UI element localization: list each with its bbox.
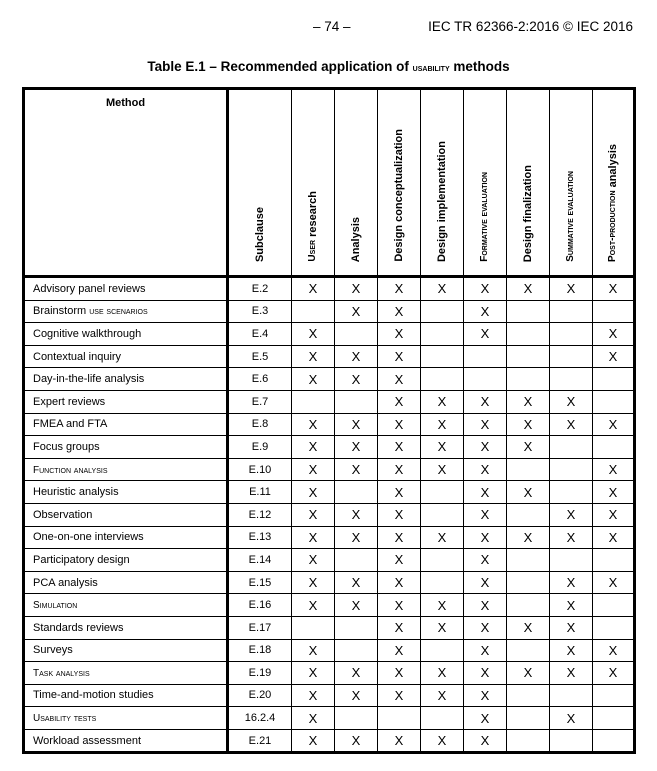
empty-cell — [593, 594, 635, 617]
column-header-phase — [335, 89, 378, 277]
applicable-mark-cell: X — [550, 707, 593, 730]
method-cell — [24, 323, 228, 346]
table-row — [24, 571, 635, 594]
text-segment: Design conceptualization — [393, 129, 405, 262]
applicable-mark-cell: X — [507, 481, 550, 504]
applicable-mark-cell: X — [292, 707, 335, 730]
subclause-cell: E.16 — [228, 594, 292, 617]
applicable-mark-cell: X — [593, 571, 635, 594]
applicable-mark-cell: X — [335, 684, 378, 707]
table-row — [24, 436, 635, 459]
applicable-mark-cell: X — [421, 729, 464, 753]
applicable-mark-cell: X — [507, 277, 550, 301]
text-segment: PCA analysis — [33, 576, 98, 589]
applicable-mark-cell: X — [421, 436, 464, 459]
applicable-mark-cell: X — [464, 594, 507, 617]
applicable-mark-cell: X — [464, 458, 507, 481]
applicable-mark-cell: X — [378, 684, 421, 707]
subclause-cell: E.2 — [228, 277, 292, 301]
subclause-cell: E.14 — [228, 549, 292, 572]
applicable-mark-cell: X — [292, 684, 335, 707]
applicable-mark-cell: X — [507, 390, 550, 413]
empty-cell — [507, 345, 550, 368]
table-row — [24, 345, 635, 368]
column-header-subclause — [228, 89, 292, 277]
method-cell — [24, 390, 228, 413]
column-header-phase — [378, 89, 421, 277]
table-body — [24, 277, 635, 753]
subclause-cell: E.17 — [228, 616, 292, 639]
empty-cell — [550, 684, 593, 707]
text-segment: Surveys — [33, 644, 73, 657]
empty-cell — [421, 368, 464, 391]
applicable-mark-cell: X — [464, 662, 507, 685]
empty-cell — [335, 639, 378, 662]
method-cell — [24, 368, 228, 391]
empty-cell — [292, 390, 335, 413]
empty-cell — [550, 300, 593, 323]
applicable-mark-cell: X — [550, 277, 593, 301]
empty-cell — [593, 300, 635, 323]
applicable-mark-cell: X — [507, 413, 550, 436]
text-segment: Participatory design — [33, 553, 130, 566]
text-segment: Focus groups — [33, 440, 100, 453]
applicable-mark-cell: X — [464, 503, 507, 526]
table-row — [24, 662, 635, 685]
applicable-mark-cell: X — [292, 481, 335, 504]
applicable-mark-cell: X — [464, 300, 507, 323]
applicable-mark-cell: X — [593, 526, 635, 549]
subclause-cell: E.10 — [228, 458, 292, 481]
table-row — [24, 707, 635, 730]
applicable-mark-cell: X — [335, 594, 378, 617]
text-segment: Time-and-motion studies — [33, 689, 154, 702]
empty-cell — [593, 549, 635, 572]
applicable-mark-cell: X — [292, 571, 335, 594]
column-header-phase — [464, 89, 507, 277]
applicable-mark-cell: X — [378, 503, 421, 526]
subclause-cell: E.5 — [228, 345, 292, 368]
text-segment: Function analysis — [33, 464, 108, 476]
text-segment: Contextual inquiry — [33, 350, 122, 363]
empty-cell — [421, 707, 464, 730]
applicable-mark-cell: X — [292, 368, 335, 391]
applicable-mark-cell: X — [464, 684, 507, 707]
method-cell — [24, 616, 228, 639]
applicable-mark-cell: X — [421, 413, 464, 436]
empty-cell — [421, 481, 464, 504]
applicable-mark-cell: X — [593, 503, 635, 526]
table-row — [24, 549, 635, 572]
column-header-label — [607, 128, 619, 272]
subclause-cell: E.19 — [228, 662, 292, 685]
column-header-phase — [550, 89, 593, 277]
subclause-cell: E.12 — [228, 503, 292, 526]
applicable-mark-cell: X — [464, 436, 507, 459]
applicable-mark-cell: X — [421, 277, 464, 301]
empty-cell — [421, 300, 464, 323]
applicable-mark-cell: X — [378, 458, 421, 481]
applicable-mark-cell: X — [464, 549, 507, 572]
applicable-mark-cell: X — [550, 571, 593, 594]
applicable-mark-cell: X — [507, 616, 550, 639]
text-segment: Simulation — [33, 600, 78, 612]
empty-cell — [593, 616, 635, 639]
applicable-mark-cell: X — [292, 413, 335, 436]
text-segment: Brainstorm — [33, 305, 90, 318]
text-segment: analysis — [607, 144, 619, 191]
table-row — [24, 413, 635, 436]
applicable-mark-cell: X — [550, 639, 593, 662]
subclause-cell: E.21 — [228, 729, 292, 753]
applicable-mark-cell: X — [292, 729, 335, 753]
applicable-mark-cell: X — [335, 413, 378, 436]
applicable-mark-cell: X — [378, 390, 421, 413]
empty-cell — [507, 594, 550, 617]
applicable-mark-cell: X — [550, 616, 593, 639]
applicable-mark-cell: X — [378, 323, 421, 346]
applicable-mark-cell: X — [421, 526, 464, 549]
empty-cell — [593, 390, 635, 413]
empty-cell — [335, 481, 378, 504]
empty-cell — [593, 368, 635, 391]
empty-cell — [550, 323, 593, 346]
applicable-mark-cell: X — [335, 729, 378, 753]
table-row — [24, 503, 635, 526]
column-header-label — [307, 175, 319, 272]
applicable-mark-cell: X — [550, 526, 593, 549]
applicable-mark-cell: X — [464, 707, 507, 730]
column-header-label — [522, 149, 534, 272]
empty-cell — [335, 549, 378, 572]
table-row — [24, 594, 635, 617]
applicable-mark-cell: X — [464, 616, 507, 639]
text-segment: Task analysis — [33, 667, 90, 679]
column-header-label — [479, 156, 491, 272]
text-segment: usability — [412, 63, 450, 74]
applicable-mark-cell: X — [464, 277, 507, 301]
text-segment: Usability tests — [33, 713, 97, 725]
method-cell — [24, 662, 228, 685]
applicable-mark-cell: X — [378, 300, 421, 323]
empty-cell — [550, 458, 593, 481]
empty-cell — [550, 729, 593, 753]
table-row — [24, 616, 635, 639]
applicable-mark-cell: X — [378, 662, 421, 685]
applicable-mark-cell: X — [464, 481, 507, 504]
applicable-mark-cell: X — [507, 436, 550, 459]
applicable-mark-cell: X — [378, 549, 421, 572]
applicable-mark-cell: X — [378, 345, 421, 368]
empty-cell — [507, 571, 550, 594]
empty-cell — [292, 616, 335, 639]
applicable-mark-cell: X — [593, 345, 635, 368]
empty-cell — [507, 707, 550, 730]
empty-cell — [507, 458, 550, 481]
applicable-mark-cell: X — [378, 616, 421, 639]
table-row — [24, 323, 635, 346]
method-cell — [24, 594, 228, 617]
text-segment: Design implementation — [436, 140, 448, 262]
column-header-label — [436, 125, 448, 272]
empty-cell — [507, 549, 550, 572]
text-segment: Summative evaluation — [565, 171, 576, 262]
empty-cell — [335, 707, 378, 730]
column-header-phase — [292, 89, 335, 277]
applicable-mark-cell: X — [335, 277, 378, 301]
applicable-mark-cell: X — [335, 503, 378, 526]
table-row — [24, 481, 635, 504]
empty-cell — [421, 549, 464, 572]
text-segment: Post-production — [607, 190, 618, 262]
column-header-phase — [421, 89, 464, 277]
empty-cell — [335, 323, 378, 346]
text-segment: Advisory panel reviews — [33, 282, 146, 295]
empty-cell — [507, 368, 550, 391]
text-segment: Observation — [33, 508, 93, 521]
applicable-mark-cell: X — [550, 662, 593, 685]
applicable-mark-cell: X — [421, 616, 464, 639]
text-segment: Standards reviews — [33, 621, 124, 634]
table-row — [24, 458, 635, 481]
empty-cell — [507, 729, 550, 753]
applicable-mark-cell: X — [421, 594, 464, 617]
page-number: – 74 – — [313, 19, 351, 34]
empty-cell — [550, 436, 593, 459]
applicable-mark-cell: X — [593, 481, 635, 504]
applicable-mark-cell: X — [292, 526, 335, 549]
table-row — [24, 526, 635, 549]
table-row — [24, 684, 635, 707]
subclause-cell: 16.2.4 — [228, 707, 292, 730]
method-cell — [24, 345, 228, 368]
applicable-mark-cell: X — [335, 571, 378, 594]
method-cell — [24, 684, 228, 707]
applicable-mark-cell: X — [464, 323, 507, 346]
empty-cell — [378, 707, 421, 730]
empty-cell — [421, 639, 464, 662]
applicable-mark-cell: X — [335, 526, 378, 549]
text-segment: One-on-one interviews — [33, 531, 144, 544]
empty-cell — [550, 481, 593, 504]
empty-cell — [292, 300, 335, 323]
empty-cell — [593, 436, 635, 459]
empty-cell — [421, 503, 464, 526]
subclause-cell: E.13 — [228, 526, 292, 549]
applicable-mark-cell: X — [335, 436, 378, 459]
applicable-mark-cell: X — [292, 323, 335, 346]
applicable-mark-cell: X — [421, 390, 464, 413]
applicable-mark-cell: X — [335, 345, 378, 368]
applicable-mark-cell: X — [593, 323, 635, 346]
applicable-mark-cell: X — [378, 277, 421, 301]
column-header-phase — [593, 89, 635, 277]
applicable-mark-cell: X — [593, 639, 635, 662]
applicable-mark-cell: X — [378, 368, 421, 391]
method-cell — [24, 571, 228, 594]
empty-cell — [507, 639, 550, 662]
empty-cell — [550, 549, 593, 572]
empty-cell — [593, 684, 635, 707]
method-cell — [24, 639, 228, 662]
document-id: IEC TR 62366-2:2016 © IEC 2016 — [428, 19, 633, 34]
empty-cell — [507, 684, 550, 707]
method-cell — [24, 707, 228, 730]
empty-cell — [421, 345, 464, 368]
text-segment: research — [307, 191, 319, 241]
column-header-label — [565, 155, 577, 272]
applicable-mark-cell: X — [292, 503, 335, 526]
method-cell — [24, 300, 228, 323]
applicable-mark-cell: X — [378, 526, 421, 549]
subclause-cell: E.4 — [228, 323, 292, 346]
applicable-mark-cell: X — [421, 662, 464, 685]
applicable-mark-cell: X — [378, 639, 421, 662]
empty-cell — [550, 345, 593, 368]
applicable-mark-cell: X — [378, 729, 421, 753]
applicable-mark-cell: X — [292, 345, 335, 368]
text-segment: Expert reviews — [33, 395, 106, 408]
empty-cell — [464, 345, 507, 368]
subclause-cell: E.11 — [228, 481, 292, 504]
text-segment: Table E.1 – Recommended application of — [147, 59, 413, 74]
subclause-cell: E.7 — [228, 390, 292, 413]
subclause-cell: E.18 — [228, 639, 292, 662]
applicable-mark-cell: X — [292, 662, 335, 685]
text-segment: Design finalization — [522, 164, 534, 262]
table-row — [24, 300, 635, 323]
applicable-mark-cell: X — [292, 436, 335, 459]
method-cell — [24, 277, 228, 301]
empty-cell — [593, 707, 635, 730]
applicable-mark-cell: X — [335, 300, 378, 323]
applicable-mark-cell: X — [335, 458, 378, 481]
applicable-mark-cell: X — [292, 277, 335, 301]
table-row — [24, 368, 635, 391]
subclause-cell: E.8 — [228, 413, 292, 436]
table-row — [24, 390, 635, 413]
applicable-mark-cell: X — [593, 662, 635, 685]
text-segment: Workload assessment — [33, 734, 142, 747]
table-title — [0, 59, 657, 74]
applicable-mark-cell: X — [550, 390, 593, 413]
method-cell — [24, 436, 228, 459]
subclause-cell: E.6 — [228, 368, 292, 391]
applicable-mark-cell: X — [421, 684, 464, 707]
subclause-cell: E.9 — [228, 436, 292, 459]
text-segment: FMEA and FTA — [33, 418, 108, 431]
column-header-phase — [507, 89, 550, 277]
applicable-mark-cell: X — [378, 413, 421, 436]
applicable-mark-cell: X — [550, 503, 593, 526]
header-row — [24, 89, 635, 277]
empty-cell — [507, 300, 550, 323]
subclause-cell: E.3 — [228, 300, 292, 323]
applicable-mark-cell: X — [292, 549, 335, 572]
method-cell — [24, 458, 228, 481]
empty-cell — [421, 323, 464, 346]
applicable-mark-cell: X — [550, 413, 593, 436]
applicable-mark-cell: X — [378, 481, 421, 504]
text-segment: Day-in-the-life analysis — [33, 373, 145, 386]
table-row — [24, 729, 635, 753]
empty-cell — [507, 323, 550, 346]
applicable-mark-cell: X — [378, 571, 421, 594]
usability-methods-table — [22, 87, 636, 754]
text-segment: User — [307, 240, 318, 262]
empty-cell — [335, 616, 378, 639]
text-segment: Formative evaluation — [479, 172, 490, 262]
applicable-mark-cell: X — [550, 594, 593, 617]
empty-cell — [421, 571, 464, 594]
empty-cell — [335, 390, 378, 413]
text-segment: methods — [449, 59, 510, 74]
applicable-mark-cell: X — [464, 639, 507, 662]
applicable-mark-cell: X — [292, 594, 335, 617]
applicable-mark-cell: X — [464, 571, 507, 594]
applicable-mark-cell: X — [507, 662, 550, 685]
method-cell — [24, 526, 228, 549]
applicable-mark-cell: X — [464, 413, 507, 436]
method-cell — [24, 481, 228, 504]
text-segment: Heuristic analysis — [33, 486, 119, 499]
empty-cell — [550, 368, 593, 391]
applicable-mark-cell: X — [378, 436, 421, 459]
text-segment: Cognitive walkthrough — [33, 327, 142, 340]
applicable-mark-cell: X — [464, 390, 507, 413]
subclause-cell: E.15 — [228, 571, 292, 594]
text-segment: use scenarios — [89, 306, 148, 318]
method-cell — [24, 549, 228, 572]
table-row — [24, 277, 635, 301]
column-header-label — [350, 201, 362, 272]
applicable-mark-cell: X — [593, 413, 635, 436]
applicable-mark-cell: X — [593, 277, 635, 301]
applicable-mark-cell: X — [507, 526, 550, 549]
method-cell — [24, 503, 228, 526]
column-header-label: Subclause — [254, 206, 266, 262]
column-header-method: Method — [24, 89, 228, 277]
applicable-mark-cell: X — [378, 594, 421, 617]
text-segment: Analysis — [350, 216, 362, 262]
method-cell — [24, 413, 228, 436]
applicable-mark-cell: X — [464, 729, 507, 753]
column-header-label — [393, 113, 405, 272]
empty-cell — [464, 368, 507, 391]
applicable-mark-cell: X — [464, 526, 507, 549]
applicable-mark-cell: X — [292, 458, 335, 481]
empty-cell — [593, 729, 635, 753]
table-row — [24, 639, 635, 662]
applicable-mark-cell: X — [292, 639, 335, 662]
applicable-mark-cell: X — [335, 368, 378, 391]
empty-cell — [507, 503, 550, 526]
method-cell — [24, 729, 228, 753]
applicable-mark-cell: X — [421, 458, 464, 481]
applicable-mark-cell: X — [335, 662, 378, 685]
applicable-mark-cell: X — [593, 458, 635, 481]
subclause-cell: E.20 — [228, 684, 292, 707]
